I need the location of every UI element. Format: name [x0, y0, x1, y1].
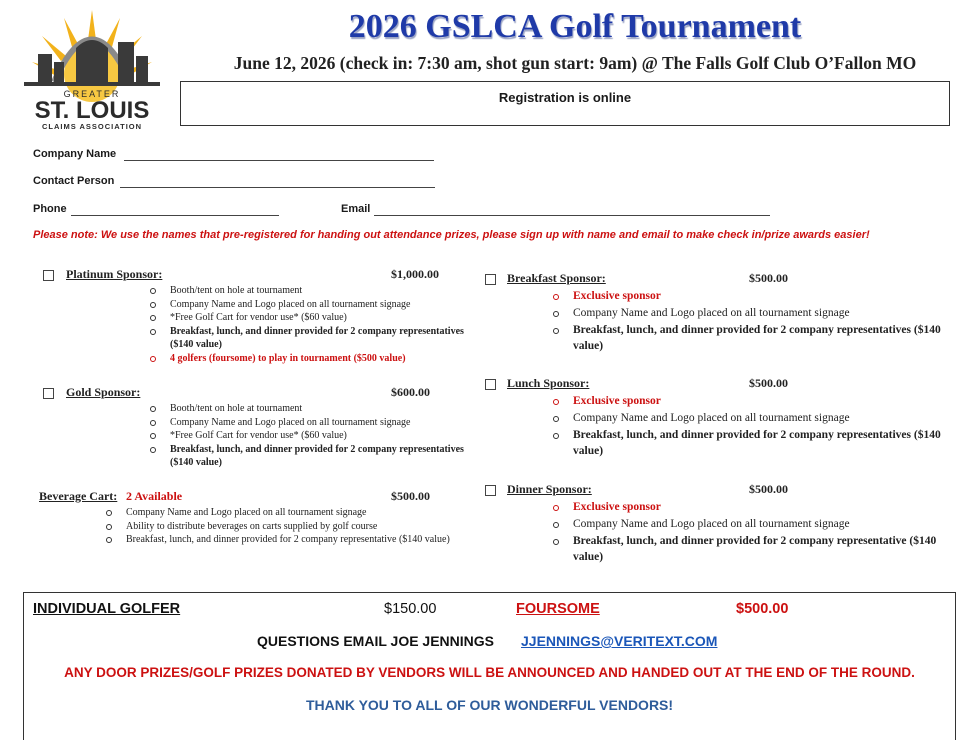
lunch-checkbox[interactable] — [485, 379, 496, 390]
lunch-benefits — [551, 393, 956, 460]
company-name-field[interactable] — [124, 160, 434, 161]
list-item: Company Name and Logo placed on all tournament signage — [148, 416, 483, 430]
list-item: *Free Golf Cart for vendor use* ($60 value) — [148, 429, 483, 443]
list-item: Exclusive sponsor — [551, 499, 956, 516]
contact-email-link[interactable]: JJENNINGS@VERITEXT.COM — [521, 633, 718, 649]
phone-label: Phone — [33, 203, 67, 215]
prize-note: Please note: We use the names that pre-registered for handing out attendance prizes, please sign up with name and email to make check in/prize awards easier! — [33, 229, 870, 241]
logo-line1: GREATER — [63, 89, 121, 99]
list-item: Exclusive sponsor — [551, 288, 956, 305]
email-label: Email — [341, 203, 371, 215]
thank-you-text: THANK YOU TO ALL OF OUR WONDERFUL VENDORS! — [305, 697, 674, 713]
list-item: Breakfast, lunch, and dinner provided for 2 company representatives ($140 value) — [551, 322, 956, 356]
list-item: Breakfast, lunch, and dinner provided for 2 company representatives ($140 value) — [551, 427, 956, 461]
gslca-logo — [14, 2, 170, 132]
gold-title: Gold Sponsor: — [66, 385, 141, 399]
list-item: Company Name and Logo placed on all tournament signage — [551, 305, 956, 322]
page-title: 2026 GSLCA Golf Tournament — [348, 8, 802, 45]
dinner-checkbox[interactable] — [485, 485, 496, 496]
platinum-checkbox[interactable] — [43, 270, 54, 281]
dinner-price: $500.00 — [749, 482, 788, 496]
list-item: *Free Golf Cart for vendor use* ($60 value) — [148, 311, 483, 325]
list-item: Breakfast, lunch, and dinner provided for 2 company representatives ($140 value) — [148, 443, 483, 470]
gold-checkbox[interactable] — [43, 388, 54, 399]
platinum-benefits — [148, 284, 483, 365]
list-item: Company Name and Logo placed on all tournament signage — [551, 516, 956, 533]
breakfast-title: Breakfast Sponsor: — [507, 271, 606, 285]
lunch-price: $500.00 — [749, 376, 788, 390]
contact-person-field[interactable] — [120, 187, 435, 188]
gold-price: $600.00 — [391, 385, 430, 399]
breakfast-price: $500.00 — [749, 271, 788, 285]
beverage-benefits — [104, 506, 484, 547]
dinner-title: Dinner Sponsor: — [507, 482, 592, 496]
foursome-label: FOURSOME — [516, 601, 600, 617]
list-item: Company Name and Logo placed on all tournament signage — [551, 410, 956, 427]
platinum-price: $1,000.00 — [391, 267, 439, 281]
prizes-announcement: ANY DOOR PRIZES/GOLF PRIZES DONATED BY VENDORS WILL BE ANNOUNCED AND HANDED OUT AT THE END OF THE ROUND. — [64, 665, 915, 680]
list-item: Ability to distribute beverages on carts supplied by golf course — [104, 520, 484, 534]
list-item: Breakfast, lunch, and dinner provided for 2 company representatives ($140 value) — [148, 325, 483, 352]
list-item: Company Name and Logo placed on all tournament signage — [104, 506, 484, 520]
beverage-availability: 2 Available — [126, 489, 183, 503]
dinner-benefits — [551, 499, 956, 566]
logo-line2: ST. LOUIS — [34, 97, 150, 124]
event-details: June 12, 2026 (check in: 7:30 am, shot gun start: 9am) @ The Falls Golf Club O’Fallon MO — [233, 53, 917, 73]
lunch-title: Lunch Sponsor: — [507, 376, 590, 390]
beverage-title: Beverage Cart: — [39, 489, 118, 503]
list-item: 4 golfers (foursome) to play in tournament ($500 value) — [148, 352, 483, 366]
logo-line3: CLAIMS ASSOCIATION — [41, 122, 143, 131]
questions-text: QUESTIONS EMAIL JOE JENNINGS — [257, 633, 495, 649]
foursome-price: $500.00 — [736, 601, 789, 617]
list-item: Company Name and Logo placed on all tournament signage — [148, 298, 483, 312]
company-name-label: Company Name — [33, 148, 117, 160]
list-item: Breakfast, lunch, and dinner provided for 2 company representative ($140 value) — [104, 533, 484, 547]
contact-person-label: Contact Person — [33, 175, 115, 187]
list-item: Breakfast, lunch, and dinner provided for 2 company representative ($140 value) — [551, 533, 956, 567]
list-item: Booth/tent on hole at tournament — [148, 402, 483, 416]
platinum-title: Platinum Sponsor: — [66, 267, 163, 281]
individual-golfer-label: INDIVIDUAL GOLFER — [33, 601, 181, 617]
gold-benefits — [148, 402, 483, 470]
individual-golfer-price: $150.00 — [384, 601, 437, 617]
email-field[interactable] — [374, 215, 770, 216]
list-item: Booth/tent on hole at tournament — [148, 284, 483, 298]
phone-field[interactable] — [71, 215, 279, 216]
registration-box — [180, 81, 950, 126]
breakfast-checkbox[interactable] — [485, 274, 496, 285]
list-item: Exclusive sponsor — [551, 393, 956, 410]
breakfast-benefits — [551, 288, 956, 355]
registration-text: Registration is online — [498, 90, 632, 105]
beverage-price: $500.00 — [391, 489, 430, 503]
